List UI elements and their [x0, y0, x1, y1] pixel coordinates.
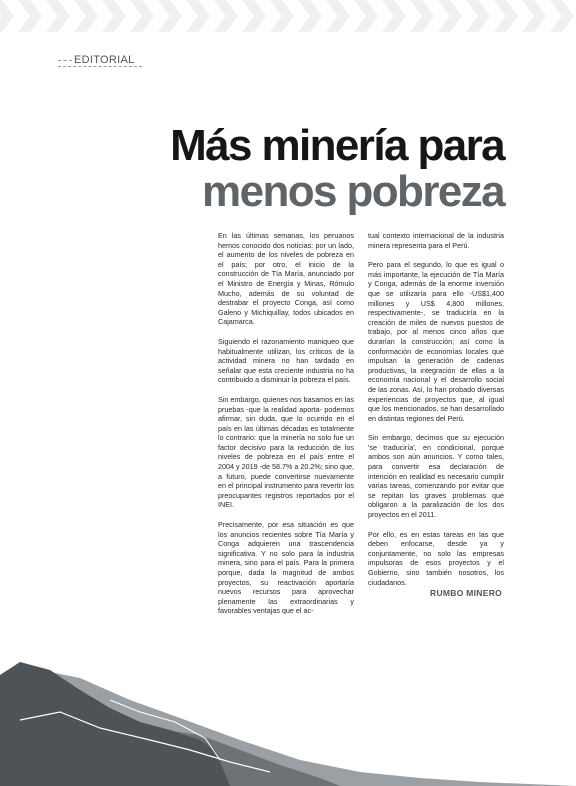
section-label-rule	[58, 66, 142, 68]
chevron-shape	[130, 0, 154, 32]
chevron-shape	[46, 0, 70, 32]
mountain-illustration	[0, 600, 576, 786]
chevron-shape	[270, 0, 294, 32]
chevron-shape	[522, 0, 546, 32]
chevron-shape	[214, 0, 238, 32]
paragraph: Pero para el segundo, lo que es igual o más importante, la ejecución de Tía María y Conga, además de la enorme inversión que se utilizaría para ello -US$1,400 millones y US$ 4,800 millones, respectivamente-, se traduciría en la creación de miles de nuevos puestos de trabajo, por al menos cinco años que durarían la construcción; así como la conformación de economías locales que impulsan la generación de cadenas productivas, la integración de ellas a la economía nacional y el desarrollo social de las zonas. Así, lo han probado diversas experiencias de proyectos que, al igual que los mencionados, se han desarrollado en distintas regiones del Perú.	[368, 260, 504, 423]
chevron-shape	[102, 0, 126, 32]
chevron-shape	[326, 0, 350, 32]
chevron-shape	[410, 0, 434, 32]
chevron-shape	[298, 0, 322, 32]
chevron-pattern-band	[0, 0, 576, 32]
paragraph: Por ello, es en estas tareas en las que deben enfocarse, desde ya y conjuntamente, no solo las empresas impulsoras de esos proyectos y el Gobierno, sino también nosotros, los ciudadanos.	[368, 529, 504, 587]
chevron-shape	[186, 0, 210, 32]
paragraph: tual contexto internacional de la industria minera representa para el Perú.	[368, 231, 504, 250]
chevron-shape	[0, 0, 14, 32]
paragraph: Precisamente, por esa situación es que los anuncios recientes sobre Tía María y Conga adquieren una trascendencia significativa. Y no solo para la industria minera, sino para el país. Para la primera porque, dada la magnitud de ambos proyectos, su reactivación aportaría nuevos recursos para aprovechar plenamente las extraordinarias y favorables ventajas que el ac-	[218, 520, 354, 616]
paragraph: Sin embargo, quienes nos basamos en las pruebas -que la realidad aporta- podemos afirmar, sin duda, que lo ocurrido en el país en las últimas décadas es totalmente lo contrario: que la minería no solo fue un factor decisivo para la reducción de los niveles de pobreza en el país entre el 2004 y 2019 -de 58.7% a 20.2%; sino que, a futuro, puede convertirse nuevamente en el principal instrumento para revertir los preocupantes registros reportados por el INEI.	[218, 394, 354, 510]
paragraph: Sin embargo, decimos que su ejecución 'se traduciría', en condicional, porque ambos son aún anuncios. Y como tales, para convertir esa declaración de intención en realidad es necesario cumplir varias tareas, comenzando por evitar que se repitan los graves problemas que obligaron a la paralización de los dos proyectos en el 2011.	[368, 433, 504, 520]
headline-line-1: Más minería para	[170, 121, 504, 170]
section-label-rule-left	[58, 60, 72, 62]
chevron-shape	[382, 0, 406, 32]
headline-line-2: menos pobreza	[202, 167, 504, 216]
author-signature: RUMBO MINERO	[430, 588, 503, 598]
article-column-right	[368, 231, 504, 597]
chevron-shape	[158, 0, 182, 32]
chevron-shape	[18, 0, 42, 32]
chevron-shape	[354, 0, 378, 32]
chevron-shape	[494, 0, 518, 32]
article-column-left	[218, 231, 354, 626]
chevron-shape	[438, 0, 462, 32]
section-label: EDITORIAL	[74, 54, 135, 66]
chevron-shape	[550, 0, 574, 32]
chevron-shape	[242, 0, 266, 32]
chevron-shape	[466, 0, 490, 32]
paragraph: Siguiendo el razonamiento maniqueo que habitualmente utilizan, los críticos de la actividad minera no han tardado en señalar que esta creciente industria no ha contribuido a disminuir la pobreza el país.	[218, 336, 354, 385]
chevron-shape	[74, 0, 98, 32]
paragraph: En las últimas semanas, los peruanos hemos conocido dos noticias: por un lado, el aumento de los niveles de pobreza en el país; por otro, el inicio de la construcción de Tía María, anunciado por el Ministro de Energía y Minas, Rómulo Mucho, además de su voluntad de destrabar el proyecto Conga, así como Galeno y Michiquillay, todos ubicados en Cajamarca.	[218, 231, 354, 327]
